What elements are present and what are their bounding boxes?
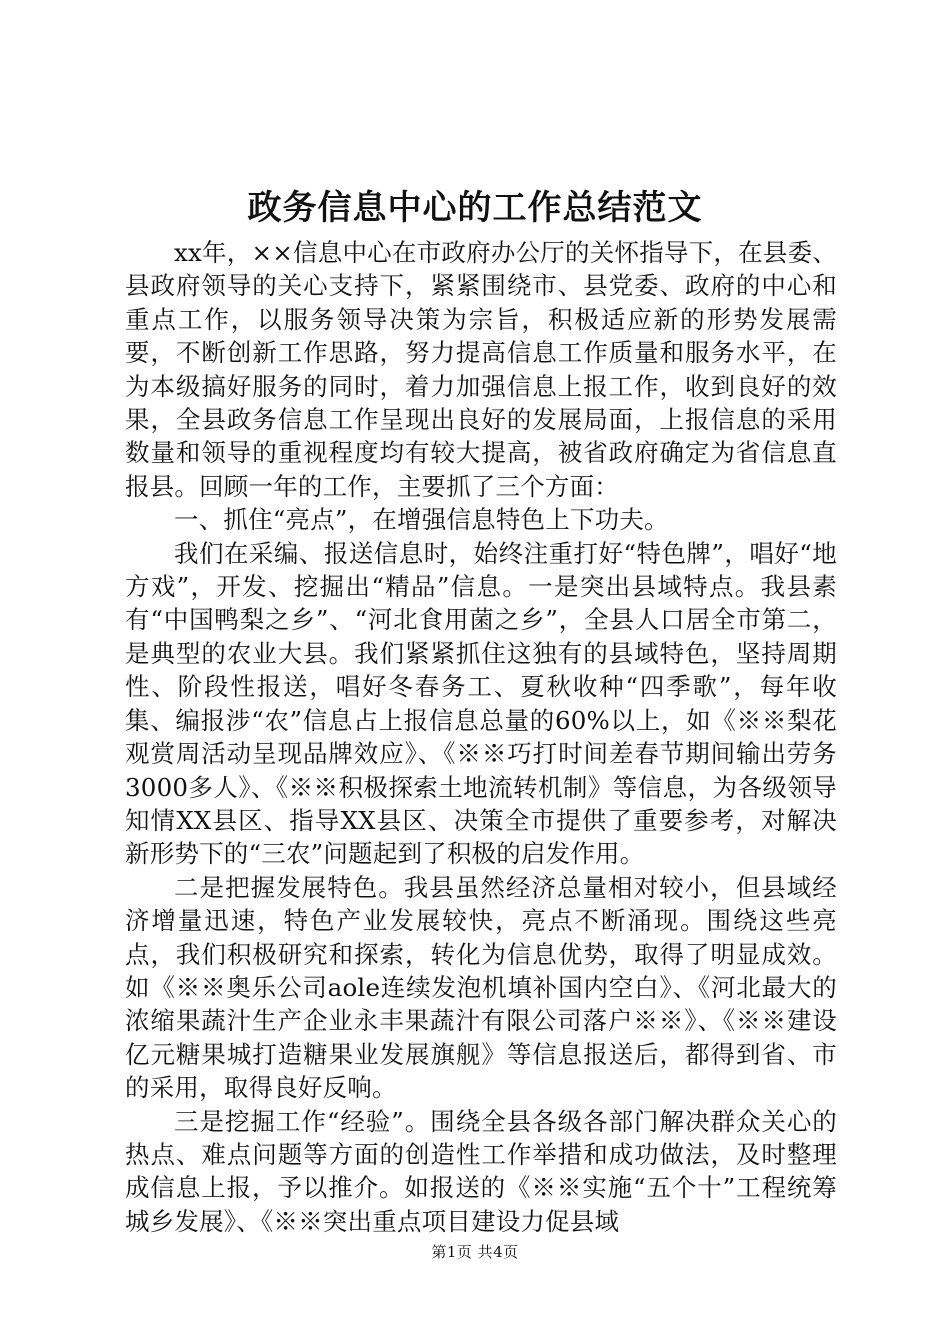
document-title: 政务信息中心的工作总结范文 [247,188,703,228]
paragraph-development-features: 二是把握发展特色。我县虽然经济总量相对较小，但县域经济增量迅速，特色产业发展较快，亮点不断涌现。围绕这些亮点，我们积极研究和探索，转化为信息优势，取得了明显成效。如《※※奥乐公司aole连续发泡机填补国内空白》、《河北最大的浓缩果蔬汁生产企业永丰果蔬汁有限公司落户※※》、《※※建设亿元糖果城打造糖果业发展旗舰》等信息报送后，都得到省、市的采用，取得良好反响。 [125,872,837,1103]
paragraph-heading-1: 一、抓住“亮点”，在增强信息特色上下功夫。 [174,505,669,535]
paragraph-intro: xx年，××信息中心在市政府办公厅的关怀指导下，在县委、县政府领导的关心支持下，紧紧围绕市、县党委、政府的中心和重点工作，以服务领导决策为宗旨，积极适应新的形势发展需要，不断创新工作思路，努力提高信息工作质量和服务水平，在为本级搞好服务的同时，着力加强信息上报工作，收到良好的效果，全县政务信息工作呈现出良好的发展局面，上报信息的采用数量和领导的重视程度均有较大提高，被省政府确定为省信息直报县。回顾一年的工作，主要抓了三个方面： [125,238,837,501]
page-number-footer: 第1页 共4页 [431,1243,519,1261]
paragraph-county-features: 我们在采编、报送信息时，始终注重打好“特色牌”，唱好“地方戏”，开发、挖掘出“精品”信息。一是突出县域特点。我县素有“中国鸭梨之乡”、“河北食用菌之乡”，全县人口居全市第二，是典型的农业大县。我们紧紧抓住这独有的县域特色，坚持周期性、阶段性报送，唱好冬春务工、夏秋收种“四季歌”，每年收集、编报涉“农”信息占上报信息总量的60%以上，如《※※梨花观赏周活动呈现品牌效应》、《※※巧打时间差春节期间输出劳务3000多人》、《※※积极探索土地流转机制》等信息，为各级领导知情XX县区、指导XX县区、决策全市提供了重要参考，对解决新形势下的“三农”问题起到了积极的启发作用。 [125,538,837,869]
document-body [125,236,837,1238]
paragraph-work-experience: 三是挖掘工作“经验”。围绕全县各级各部门解决群众关心的热点、难点问题等方面的创造性工作举措和成功做法，及时整理成信息上报，予以推介。如报送的《※※实施“五个十”工程统筹城乡发展》、《※※突出重点项目建设力促县域 [125,1106,837,1236]
